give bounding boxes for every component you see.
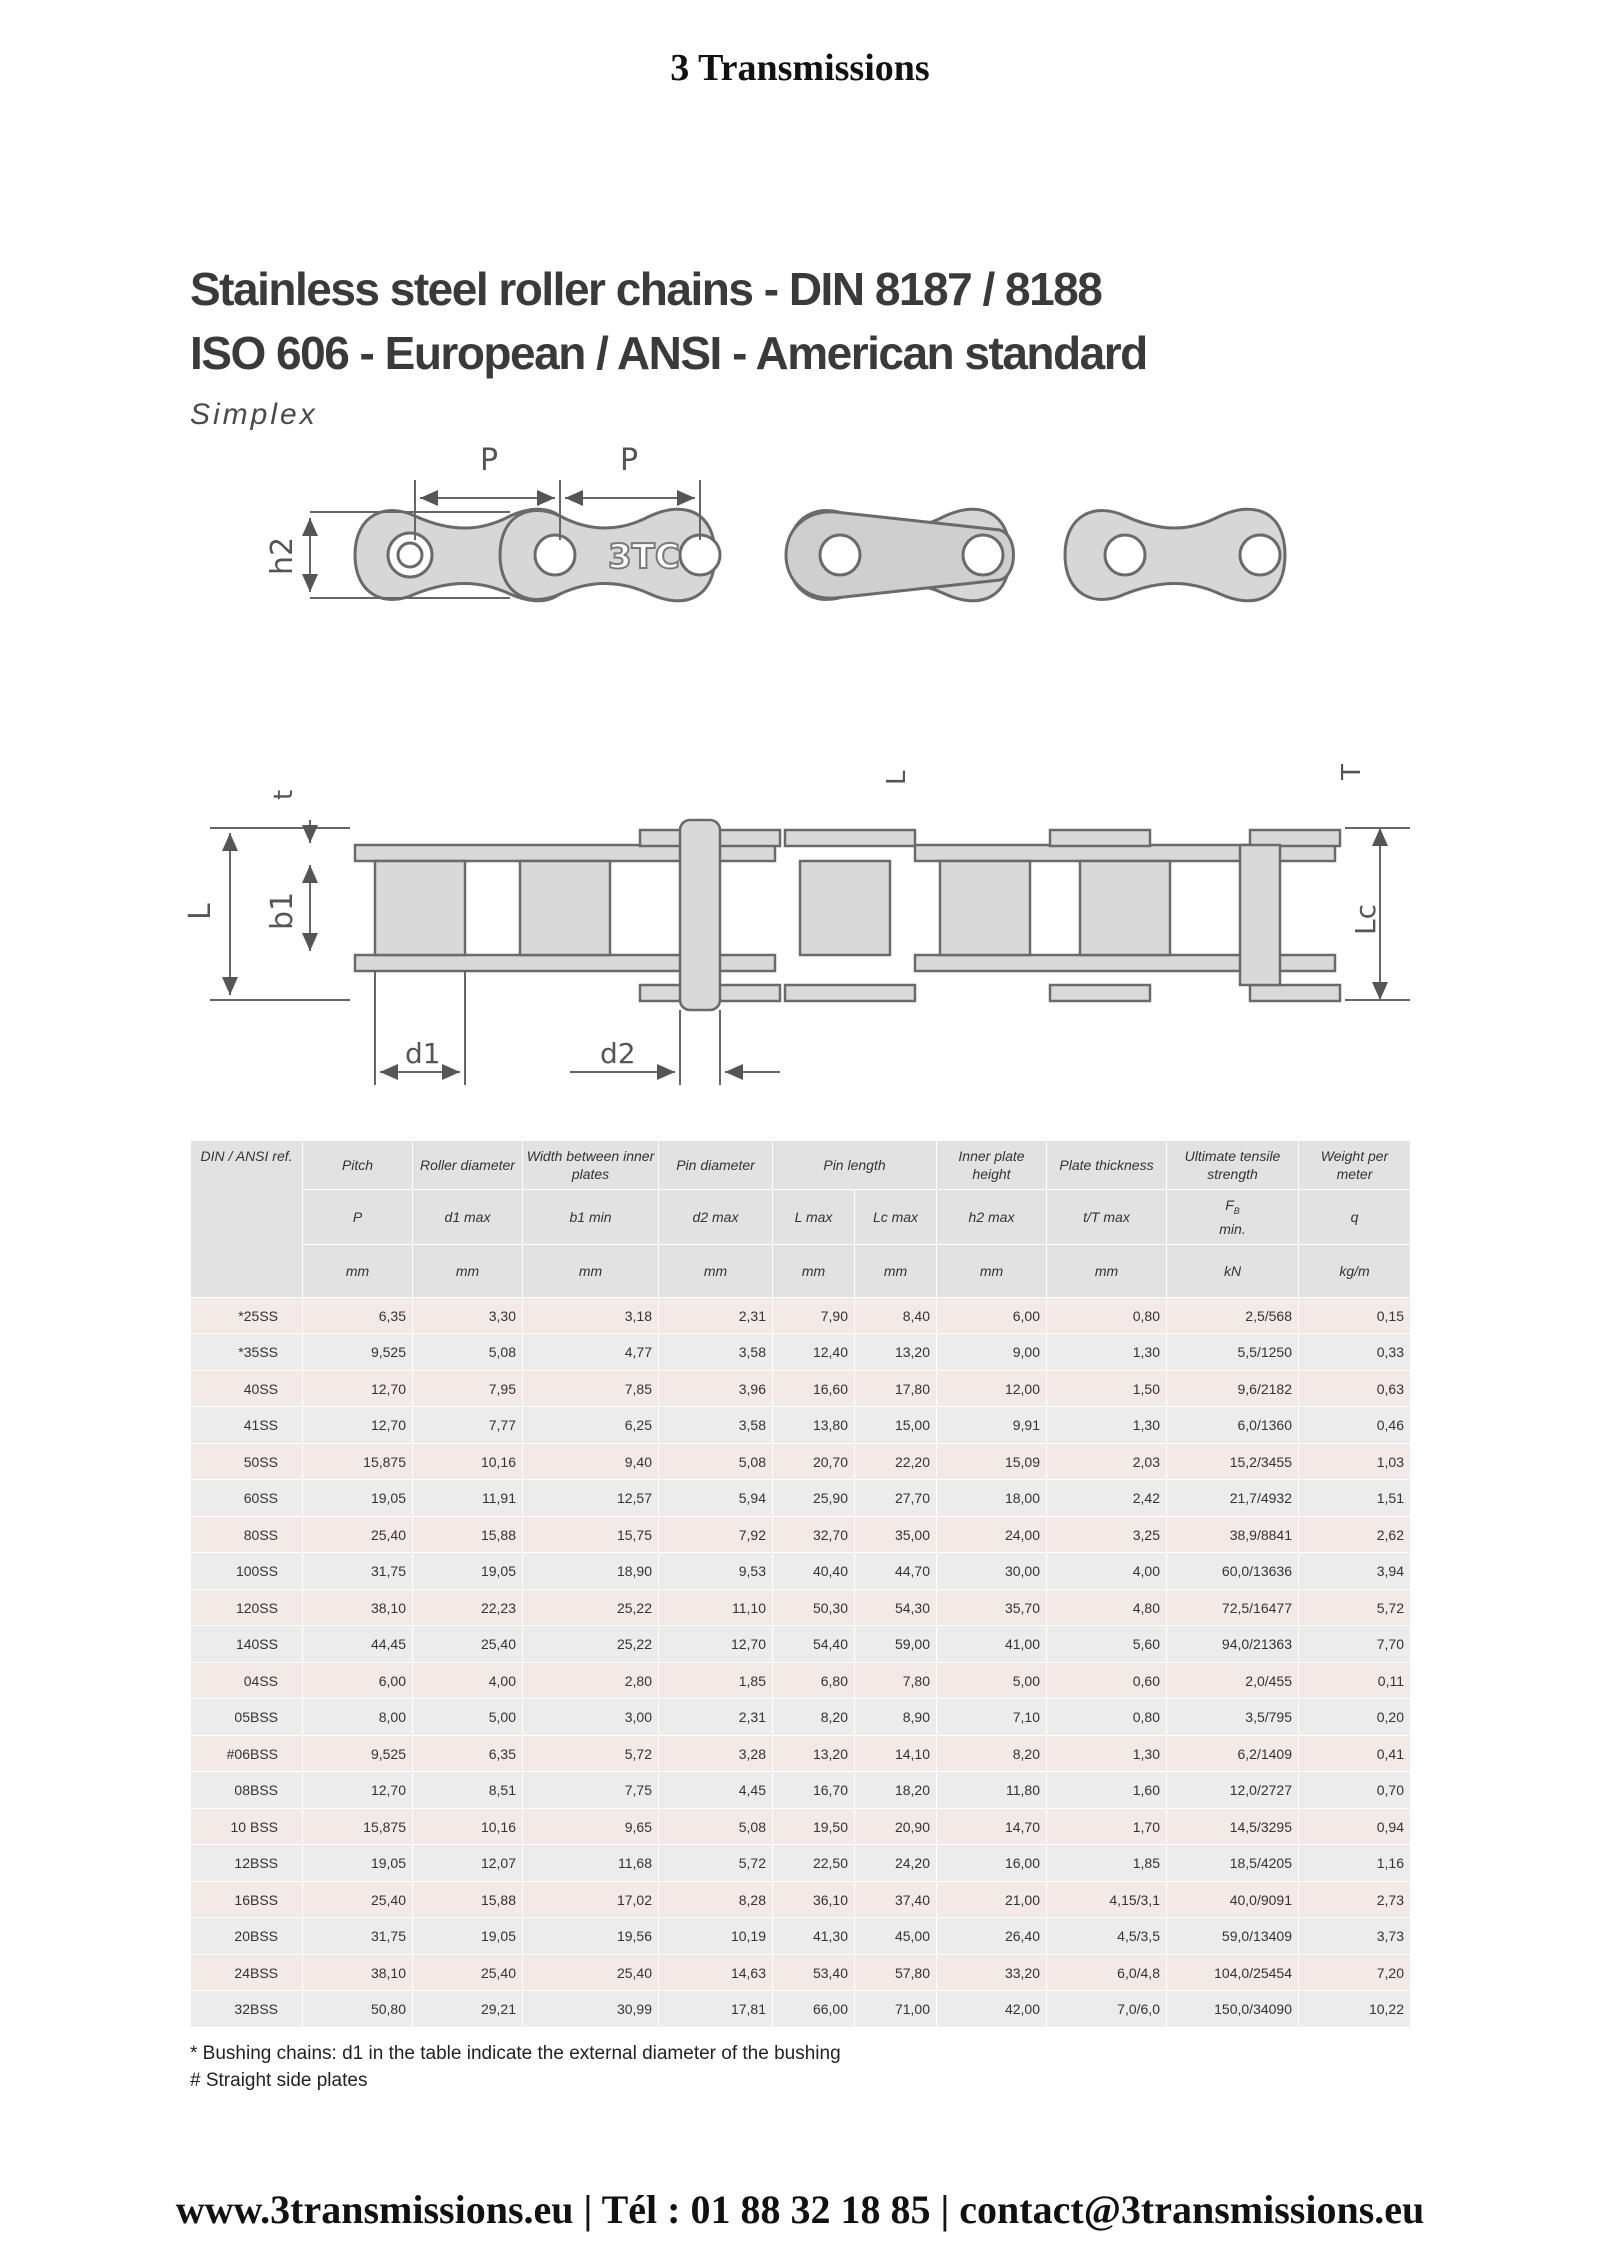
- table-cell: 53,40: [773, 1954, 855, 1991]
- table-cell: 1,85: [1047, 1845, 1167, 1882]
- table-cell: 21,00: [937, 1881, 1047, 1918]
- d2-label: d2: [600, 1037, 636, 1070]
- table-row: [191, 1297, 1411, 1334]
- table-cell: 8,51: [413, 1772, 523, 1809]
- table-cell: 7,0/6,0: [1047, 1991, 1167, 2028]
- table-cell: 25,90: [773, 1480, 855, 1517]
- table-cell: 6,80: [773, 1662, 855, 1699]
- table-cell: 16,70: [773, 1772, 855, 1809]
- table-cell: 0,20: [1299, 1699, 1411, 1736]
- table-cell: 71,00: [855, 1991, 937, 2028]
- table-cell: 40,40: [773, 1553, 855, 1590]
- table-cell: 0,46: [1299, 1407, 1411, 1444]
- table-cell: 5,60: [1047, 1626, 1167, 1663]
- chain-side-view: [355, 820, 1340, 1010]
- col-header-roller: Roller diameter: [413, 1141, 523, 1190]
- table-cell: 31,75: [303, 1553, 413, 1590]
- table-cell: 5,08: [413, 1334, 523, 1371]
- table-row: [191, 1589, 1411, 1626]
- table-cell: 13,80: [773, 1407, 855, 1444]
- table-cell: 5,94: [659, 1480, 773, 1517]
- table-cell: 30,00: [937, 1553, 1047, 1590]
- table-cell: 6,0/1360: [1167, 1407, 1299, 1444]
- table-cell: 4,80: [1047, 1589, 1167, 1626]
- table-row: [191, 1553, 1411, 1590]
- table-cell: 21,7/4932: [1167, 1480, 1299, 1517]
- table-row: [191, 1370, 1411, 1407]
- symbol-q: q: [1299, 1190, 1411, 1245]
- table-cell: 7,95: [413, 1370, 523, 1407]
- table-cell: 24,00: [937, 1516, 1047, 1553]
- table-cell: 15,09: [937, 1443, 1047, 1480]
- table-row: [191, 1443, 1411, 1480]
- col-header-ref: DIN / ANSI ref.: [191, 1141, 303, 1298]
- table-cell: 38,9/8841: [1167, 1516, 1299, 1553]
- table-row: [191, 1699, 1411, 1736]
- table-cell: 20,90: [855, 1808, 937, 1845]
- unit-cell: mm: [773, 1244, 855, 1297]
- row-ref-cell: *35SS: [191, 1334, 303, 1371]
- table-cell: 11,91: [413, 1480, 523, 1517]
- table-cell: 0,15: [1299, 1297, 1411, 1334]
- table-cell: 7,90: [773, 1297, 855, 1334]
- row-ref-cell: 04SS: [191, 1662, 303, 1699]
- table-cell: 36,10: [773, 1881, 855, 1918]
- b1-label: b1: [265, 891, 300, 930]
- col-header-weight: Weight per meter: [1299, 1141, 1411, 1190]
- table-cell: 9,00: [937, 1334, 1047, 1371]
- T-label: T: [1337, 764, 1367, 780]
- table-cell: 57,80: [855, 1954, 937, 1991]
- unit-cell: mm: [1047, 1244, 1167, 1297]
- table-cell: 3,94: [1299, 1553, 1411, 1590]
- table-cell: 3,58: [659, 1334, 773, 1371]
- table-cell: 22,23: [413, 1589, 523, 1626]
- table-cell: 94,0/21363: [1167, 1626, 1299, 1663]
- row-ref-cell: 60SS: [191, 1480, 303, 1517]
- table-cell: 22,20: [855, 1443, 937, 1480]
- symbol-fb-min: min.: [1219, 1220, 1246, 1237]
- table-cell: 7,80: [855, 1662, 937, 1699]
- unit-cell: mm: [855, 1244, 937, 1297]
- row-ref-cell: 32BSS: [191, 1991, 303, 2028]
- table-cell: 20,70: [773, 1443, 855, 1480]
- table-cell: 2,31: [659, 1297, 773, 1334]
- table-cell: 66,00: [773, 1991, 855, 2028]
- table-cell: 7,20: [1299, 1954, 1411, 1991]
- table-row: [191, 1954, 1411, 1991]
- table-cell: 150,0/34090: [1167, 1991, 1299, 2028]
- table-cell: 5,08: [659, 1808, 773, 1845]
- table-cell: 44,70: [855, 1553, 937, 1590]
- table-cell: 37,40: [855, 1881, 937, 1918]
- row-ref-cell: 50SS: [191, 1443, 303, 1480]
- table-cell: 8,28: [659, 1881, 773, 1918]
- table-cell: 1,03: [1299, 1443, 1411, 1480]
- col-header-pin-length: Pin length: [773, 1141, 937, 1190]
- table-cell: 19,05: [303, 1845, 413, 1882]
- table-row: [191, 1918, 1411, 1955]
- row-ref-cell: #06BSS: [191, 1735, 303, 1772]
- table-cell: 5,72: [523, 1735, 659, 1772]
- col-header-width: Width between inner plates: [523, 1141, 659, 1190]
- table-cell: 7,92: [659, 1516, 773, 1553]
- table-cell: 18,00: [937, 1480, 1047, 1517]
- table-body: [191, 1297, 1411, 2027]
- Lc-label: Lc: [1349, 904, 1382, 935]
- table-cell: 10,16: [413, 1808, 523, 1845]
- table-cell: 104,0/25454: [1167, 1954, 1299, 1991]
- table-cell: 2,73: [1299, 1881, 1411, 1918]
- table-cell: 25,40: [413, 1626, 523, 1663]
- symbol-fb-main: F: [1225, 1197, 1234, 1213]
- col-header-pitch: Pitch: [303, 1141, 413, 1190]
- row-ref-cell: 20BSS: [191, 1918, 303, 1955]
- row-ref-cell: 100SS: [191, 1553, 303, 1590]
- col-header-plate-height: Inner plate height: [937, 1141, 1047, 1190]
- table-cell: 19,05: [413, 1553, 523, 1590]
- symbol-h2: h2 max: [937, 1190, 1047, 1245]
- table-cell: 19,50: [773, 1808, 855, 1845]
- table-cell: 8,20: [773, 1699, 855, 1736]
- table-cell: 4,00: [413, 1662, 523, 1699]
- table-cell: 13,20: [855, 1334, 937, 1371]
- row-ref-cell: 12BSS: [191, 1845, 303, 1882]
- table-cell: 2,42: [1047, 1480, 1167, 1517]
- table-cell: 31,75: [303, 1918, 413, 1955]
- col-header-pin-diameter: Pin diameter: [659, 1141, 773, 1190]
- table-cell: 1,51: [1299, 1480, 1411, 1517]
- table-cell: 10,22: [1299, 1991, 1411, 2028]
- symbol-d1: d1 max: [413, 1190, 523, 1245]
- table-cell: 3,25: [1047, 1516, 1167, 1553]
- table-cell: 9,91: [937, 1407, 1047, 1444]
- table-cell: 5,00: [937, 1662, 1047, 1699]
- chain-logo: 3TC: [608, 537, 680, 577]
- table-cell: 26,40: [937, 1918, 1047, 1955]
- table-row: [191, 1735, 1411, 1772]
- col-header-strength: Ultimate tensile strength: [1167, 1141, 1299, 1190]
- table-cell: 17,81: [659, 1991, 773, 2028]
- table-cell: 54,30: [855, 1589, 937, 1626]
- pin-length-label: L: [183, 903, 218, 920]
- table-cell: 3,5/795: [1167, 1699, 1299, 1736]
- table-cell: 6,00: [303, 1662, 413, 1699]
- page-title-line2: ISO 606 - European / ANSI - American standard: [190, 327, 1147, 379]
- symbol-fb-sub: B: [1233, 1205, 1240, 1216]
- table-cell: 50,80: [303, 1991, 413, 2028]
- row-ref-cell: 40SS: [191, 1370, 303, 1407]
- table-row: [191, 1991, 1411, 2028]
- row-ref-cell: 08BSS: [191, 1772, 303, 1809]
- row-ref-cell: 16BSS: [191, 1881, 303, 1918]
- table-cell: 59,0/13409: [1167, 1918, 1299, 1955]
- table-cell: 9,53: [659, 1553, 773, 1590]
- table-cell: 0,80: [1047, 1699, 1167, 1736]
- table-cell: 38,10: [303, 1954, 413, 1991]
- table-row: [191, 1662, 1411, 1699]
- table-cell: 6,35: [303, 1297, 413, 1334]
- table-cell: 41,00: [937, 1626, 1047, 1663]
- unit-cell: mm: [937, 1244, 1047, 1297]
- table-cell: 2,5/568: [1167, 1297, 1299, 1334]
- table-cell: 4,45: [659, 1772, 773, 1809]
- table-cell: 11,68: [523, 1845, 659, 1882]
- table-cell: 60,0/13636: [1167, 1553, 1299, 1590]
- table-cell: 1,70: [1047, 1808, 1167, 1845]
- table-cell: 25,40: [303, 1881, 413, 1918]
- table-cell: 3,18: [523, 1297, 659, 1334]
- t-label: t: [269, 789, 299, 800]
- table-cell: 54,40: [773, 1626, 855, 1663]
- table-cell: 17,02: [523, 1881, 659, 1918]
- symbol-d2: d2 max: [659, 1190, 773, 1245]
- table-cell: 25,40: [413, 1954, 523, 1991]
- footnote-bushing: * Bushing chains: d1 in the table indicate the external diameter of the bushing: [190, 2043, 841, 2064]
- table-cell: 35,00: [855, 1516, 937, 1553]
- footnotes: [190, 2040, 841, 2094]
- table-cell: 6,2/1409: [1167, 1735, 1299, 1772]
- table-cell: 38,10: [303, 1589, 413, 1626]
- chain-diagram: [180, 440, 1420, 1120]
- table-cell: 0,11: [1299, 1662, 1411, 1699]
- table-cell: 13,20: [773, 1735, 855, 1772]
- page-title-line1: Stainless steel roller chains - DIN 8187 / 8188: [190, 263, 1102, 315]
- table-cell: 25,40: [303, 1516, 413, 1553]
- table-cell: 5,5/1250: [1167, 1334, 1299, 1371]
- table-cell: 14,70: [937, 1808, 1047, 1845]
- table-cell: 0,60: [1047, 1662, 1167, 1699]
- table-cell: 12,70: [303, 1407, 413, 1444]
- table-cell: 0,94: [1299, 1808, 1411, 1845]
- symbol-t: t/T max: [1047, 1190, 1167, 1245]
- table-cell: 19,56: [523, 1918, 659, 1955]
- L-top-label: L: [882, 770, 912, 785]
- row-ref-cell: 140SS: [191, 1626, 303, 1663]
- table-cell: 15,2/3455: [1167, 1443, 1299, 1480]
- table-cell: 1,30: [1047, 1735, 1167, 1772]
- row-ref-cell: 05BSS: [191, 1699, 303, 1736]
- table-cell: 16,00: [937, 1845, 1047, 1882]
- table-row: [191, 1516, 1411, 1553]
- symbol-p: P: [303, 1190, 413, 1245]
- table-cell: 1,16: [1299, 1845, 1411, 1882]
- table-cell: 4,15/3,1: [1047, 1881, 1167, 1918]
- table-cell: 17,80: [855, 1370, 937, 1407]
- table-cell: 32,70: [773, 1516, 855, 1553]
- table-row: [191, 1480, 1411, 1517]
- table-cell: 12,70: [659, 1626, 773, 1663]
- table-cell: 72,5/16477: [1167, 1589, 1299, 1626]
- table-cell: 12,70: [303, 1772, 413, 1809]
- table-cell: 5,72: [659, 1845, 773, 1882]
- table-cell: 0,63: [1299, 1370, 1411, 1407]
- table-cell: 0,41: [1299, 1735, 1411, 1772]
- table-cell: 18,5/4205: [1167, 1845, 1299, 1882]
- unit-cell: mm: [413, 1244, 523, 1297]
- table-cell: 8,20: [937, 1735, 1047, 1772]
- table-cell: 7,77: [413, 1407, 523, 1444]
- table-row: [191, 1334, 1411, 1371]
- table-cell: 15,875: [303, 1808, 413, 1845]
- table-cell: 29,21: [413, 1991, 523, 2028]
- table-cell: 0,33: [1299, 1334, 1411, 1371]
- table-cell: 35,70: [937, 1589, 1047, 1626]
- table-cell: 22,50: [773, 1845, 855, 1882]
- table-cell: 1,50: [1047, 1370, 1167, 1407]
- symbol-fb: [1167, 1190, 1299, 1245]
- table-cell: 2,31: [659, 1699, 773, 1736]
- table-cell: 2,62: [1299, 1516, 1411, 1553]
- table-cell: 15,88: [413, 1516, 523, 1553]
- table-cell: 14,5/3295: [1167, 1808, 1299, 1845]
- table-cell: 12,70: [303, 1370, 413, 1407]
- pitch-label-2: P: [620, 443, 639, 478]
- page-subtitle: Simplex: [190, 398, 318, 431]
- table-cell: 9,65: [523, 1808, 659, 1845]
- table-cell: 19,05: [413, 1918, 523, 1955]
- table-cell: 15,00: [855, 1407, 937, 1444]
- table-cell: 11,80: [937, 1772, 1047, 1809]
- table-cell: 8,90: [855, 1699, 937, 1736]
- table-cell: 30,99: [523, 1991, 659, 2028]
- pitch-label-1: P: [480, 443, 499, 478]
- table-cell: 14,63: [659, 1954, 773, 1991]
- table-cell: 9,525: [303, 1735, 413, 1772]
- row-ref-cell: 120SS: [191, 1589, 303, 1626]
- table-cell: 50,30: [773, 1589, 855, 1626]
- table-cell: 2,80: [523, 1662, 659, 1699]
- symbol-l: L max: [773, 1190, 855, 1245]
- table-cell: 40,0/9091: [1167, 1881, 1299, 1918]
- h2-label: h2: [265, 536, 300, 575]
- table-cell: 12,07: [413, 1845, 523, 1882]
- table-cell: 1,60: [1047, 1772, 1167, 1809]
- table-cell: 16,60: [773, 1370, 855, 1407]
- chain-spec-table: [190, 1140, 1411, 2028]
- table-cell: 2,0/455: [1167, 1662, 1299, 1699]
- table-cell: 3,96: [659, 1370, 773, 1407]
- table-cell: 0,80: [1047, 1297, 1167, 1334]
- table-cell: 27,70: [855, 1480, 937, 1517]
- table-row: [191, 1772, 1411, 1809]
- table-cell: 11,10: [659, 1589, 773, 1626]
- unit-cell: kg/m: [1299, 1244, 1411, 1297]
- table-cell: 14,10: [855, 1735, 937, 1772]
- table-cell: 25,22: [523, 1589, 659, 1626]
- table-cell: 41,30: [773, 1918, 855, 1955]
- table-cell: 1,85: [659, 1662, 773, 1699]
- table-row: [191, 1626, 1411, 1663]
- unit-cell: mm: [523, 1244, 659, 1297]
- symbol-b1: b1 min: [523, 1190, 659, 1245]
- table-cell: 18,20: [855, 1772, 937, 1809]
- table-cell: 3,00: [523, 1699, 659, 1736]
- table-cell: 42,00: [937, 1991, 1047, 2028]
- table-cell: 9,6/2182: [1167, 1370, 1299, 1407]
- table-cell: 33,20: [937, 1954, 1047, 1991]
- table-cell: 6,00: [937, 1297, 1047, 1334]
- table-cell: 8,40: [855, 1297, 937, 1334]
- table-cell: 9,40: [523, 1443, 659, 1480]
- table-row: [191, 1407, 1411, 1444]
- table-cell: 5,08: [659, 1443, 773, 1480]
- table-cell: 3,73: [1299, 1918, 1411, 1955]
- table-cell: 6,35: [413, 1735, 523, 1772]
- table-cell: 12,0/2727: [1167, 1772, 1299, 1809]
- row-ref-cell: 10 BSS: [191, 1808, 303, 1845]
- table-cell: 9,525: [303, 1334, 413, 1371]
- table-cell: 3,30: [413, 1297, 523, 1334]
- table-cell: 10,16: [413, 1443, 523, 1480]
- table-cell: 5,72: [1299, 1589, 1411, 1626]
- table-cell: 1,30: [1047, 1407, 1167, 1444]
- table-cell: 10,19: [659, 1918, 773, 1955]
- row-ref-cell: 80SS: [191, 1516, 303, 1553]
- d1-label: d1: [405, 1037, 441, 1070]
- table-cell: 3,58: [659, 1407, 773, 1444]
- table-cell: 3,28: [659, 1735, 773, 1772]
- table-cell: 25,22: [523, 1626, 659, 1663]
- unit-cell: kN: [1167, 1244, 1299, 1297]
- table-cell: 19,05: [303, 1480, 413, 1517]
- table-cell: 1,30: [1047, 1334, 1167, 1371]
- table-cell: 12,40: [773, 1334, 855, 1371]
- row-ref-cell: 41SS: [191, 1407, 303, 1444]
- table-cell: 0,70: [1299, 1772, 1411, 1809]
- table-cell: 4,00: [1047, 1553, 1167, 1590]
- table-cell: 25,40: [523, 1954, 659, 1991]
- table-row: [191, 1845, 1411, 1882]
- footnote-straight-plates: # Straight side plates: [190, 2070, 368, 2091]
- table-cell: 6,25: [523, 1407, 659, 1444]
- row-ref-cell: *25SS: [191, 1297, 303, 1334]
- table-row: [191, 1881, 1411, 1918]
- table-cell: 2,03: [1047, 1443, 1167, 1480]
- company-header: 3 Transmissions: [670, 47, 930, 89]
- table-cell: 18,90: [523, 1553, 659, 1590]
- table-cell: 5,00: [413, 1699, 523, 1736]
- table-cell: 7,10: [937, 1699, 1047, 1736]
- table-cell: 6,0/4,8: [1047, 1954, 1167, 1991]
- table-cell: 59,00: [855, 1626, 937, 1663]
- table-cell: 15,875: [303, 1443, 413, 1480]
- col-header-plate-thickness: Plate thickness: [1047, 1141, 1167, 1190]
- table-cell: 15,75: [523, 1516, 659, 1553]
- table-cell: 8,00: [303, 1699, 413, 1736]
- table-cell: 12,57: [523, 1480, 659, 1517]
- table-cell: 7,85: [523, 1370, 659, 1407]
- table-cell: 7,75: [523, 1772, 659, 1809]
- table-cell: 4,5/3,5: [1047, 1918, 1167, 1955]
- table-cell: 44,45: [303, 1626, 413, 1663]
- unit-cell: mm: [659, 1244, 773, 1297]
- table-cell: 15,88: [413, 1881, 523, 1918]
- unit-cell: mm: [303, 1244, 413, 1297]
- table-cell: 7,70: [1299, 1626, 1411, 1663]
- contact-footer: www.3transmissions.eu | Tél : 01 88 32 18 85 | contact@3transmissions.eu: [175, 2187, 1425, 2232]
- table-cell: 12,00: [937, 1370, 1047, 1407]
- table-cell: 24,20: [855, 1845, 937, 1882]
- row-ref-cell: 24BSS: [191, 1954, 303, 1991]
- table-row: [191, 1808, 1411, 1845]
- symbol-lc: Lc max: [855, 1190, 937, 1245]
- table-cell: 45,00: [855, 1918, 937, 1955]
- table-cell: 4,77: [523, 1334, 659, 1371]
